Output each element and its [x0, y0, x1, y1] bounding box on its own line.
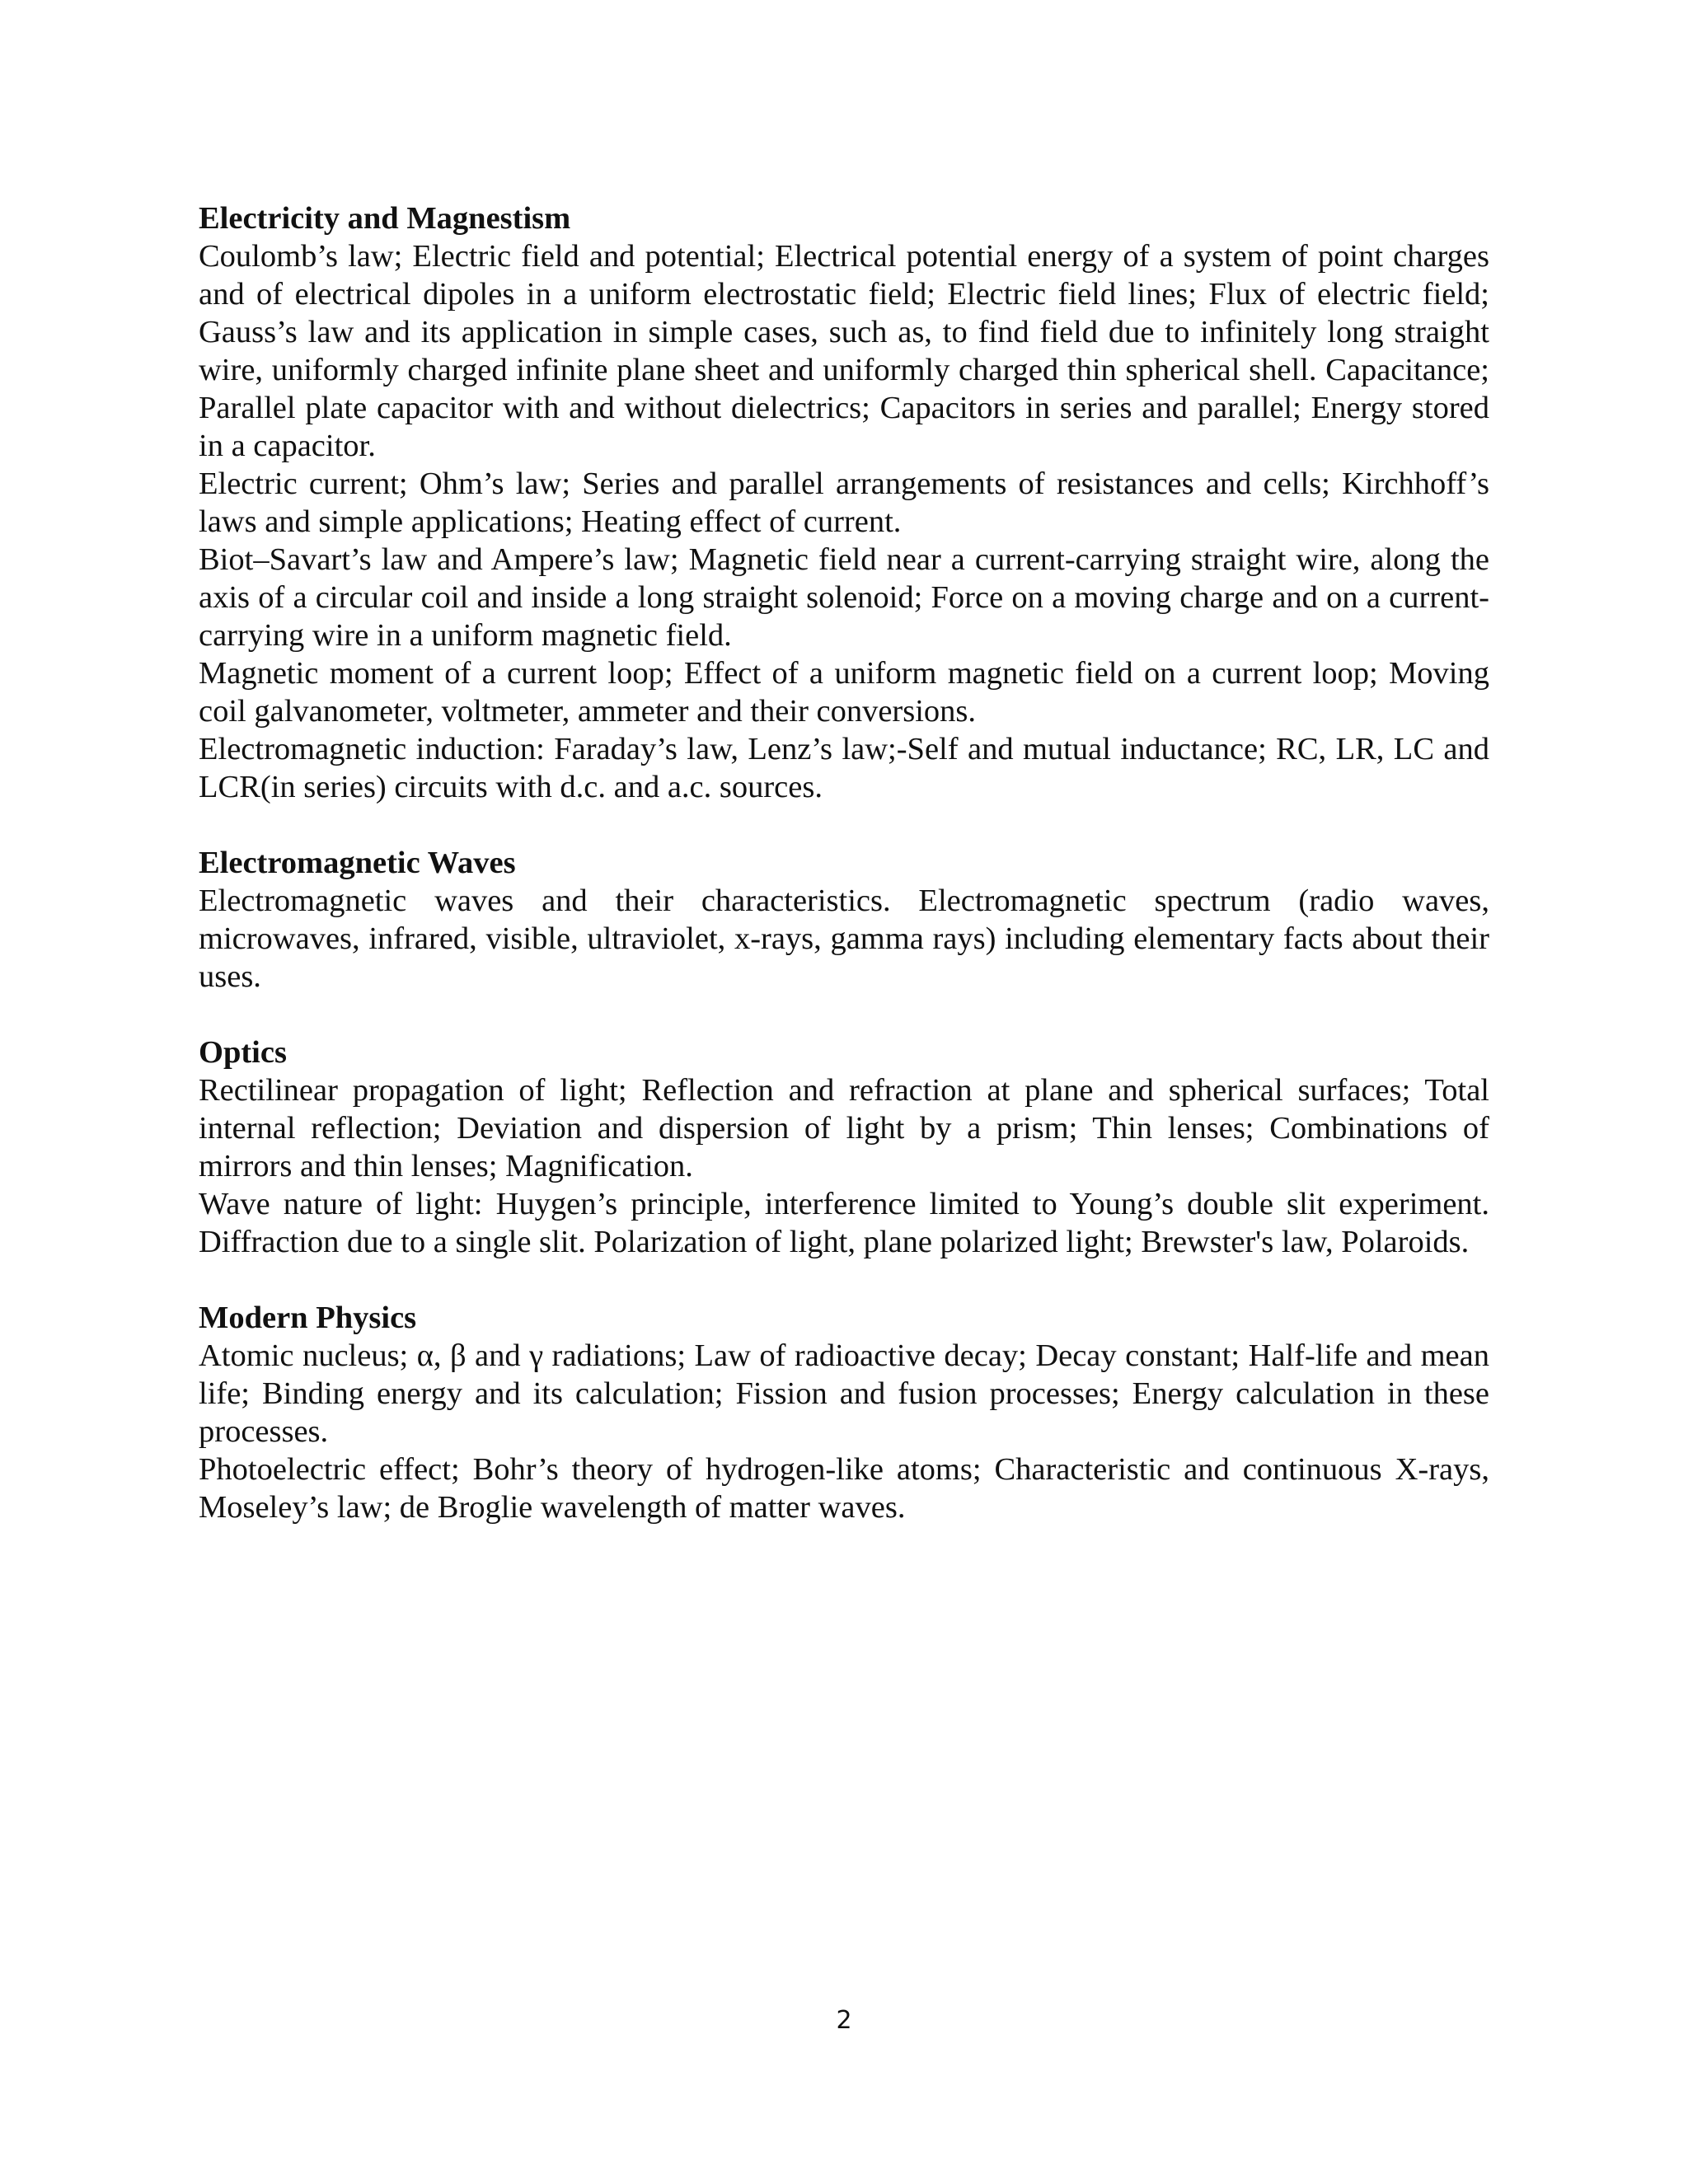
- paragraph: Electromagnetic waves and their characteristics. Electromagnetic spectrum (radio waves, microwaves, infrared, visible, ultraviolet, x-rays, gamma rays) including elementary facts about their uses.: [199, 883, 1489, 994]
- paragraph: Electric current; Ohm’s law; Series and parallel arrangements of resistances and cells; Kirchhoff’s laws and simple applications; Heating effect of current.: [199, 466, 1489, 539]
- paragraph: Wave nature of light: Huygen’s principle, interference limited to Young’s double slit experiment. Diffraction due to a single slit. Polarization of light, plane polarized light; Brewster's law, Polaroids.: [199, 1187, 1489, 1259]
- section-heading: Electricity and Magnestism: [199, 201, 571, 236]
- syllabus-content: [199, 199, 1489, 1564]
- paragraph: Coulomb’s law; Electric field and potential; Electrical potential energy of a system of point charges and of electrical dipoles in a uniform electrostatic field; Electric field lines; Flux of electric field; Gauss’s law and its application in simple cases, such as, to find field due to infinitely long straight wire, uniformly charged infinite plane sheet and uniformly charged thin spherical shell. Capacitance; Parallel plate capacitor with and without dielectrics; Capacitors in series and parallel; Energy stored in a capacitor.: [199, 239, 1489, 463]
- section-heading: Optics: [199, 1035, 287, 1070]
- section-modern-physics: [199, 1299, 1489, 1526]
- section-heading: Modern Physics: [199, 1301, 417, 1335]
- page-number: 2: [836, 2006, 852, 2035]
- paragraph: Biot–Savart’s law and Ampere’s law; Magnetic field near a current-carrying straight wire, along the axis of a circular coil and inside a long straight solenoid; Force on a moving charge and on a current-carrying wire in a uniform magnetic field.: [199, 542, 1489, 653]
- paragraph: Atomic nucleus; α, β and γ radiations; Law of radioactive decay; Decay constant; Half-life and mean life; Binding energy and its calculation; Fission and fusion processes; Energy calculation in these processes.: [199, 1338, 1489, 1449]
- paragraph: Rectilinear propagation of light; Reflection and refraction at plane and spherical surfaces; Total internal reflection; Deviation and dispersion of light by a prism; Thin lenses; Combinations of mirrors and thin lenses; Magnification.: [199, 1073, 1489, 1183]
- paragraph: Electromagnetic induction: Faraday’s law, Lenz’s law;-Self and mutual inductance; RC, LR, LC and LCR(in series) circuits with d.c. and a.c. sources.: [199, 732, 1489, 804]
- section-heading: Electromagnetic Waves: [199, 846, 516, 880]
- section-electromagnetic-waves: [199, 844, 1489, 996]
- section-optics: [199, 1033, 1489, 1261]
- paragraph: Photoelectric effect; Bohr’s theory of hydrogen-like atoms; Characteristic and continuous X-rays, Moseley’s law; de Broglie wavelength of matter waves.: [199, 1452, 1489, 1525]
- paragraph: Magnetic moment of a current loop; Effect of a uniform magnetic field on a current loop; Moving coil galvanometer, voltmeter, ammeter and their conversions.: [199, 656, 1489, 729]
- section-electricity-magnetism: [199, 199, 1489, 806]
